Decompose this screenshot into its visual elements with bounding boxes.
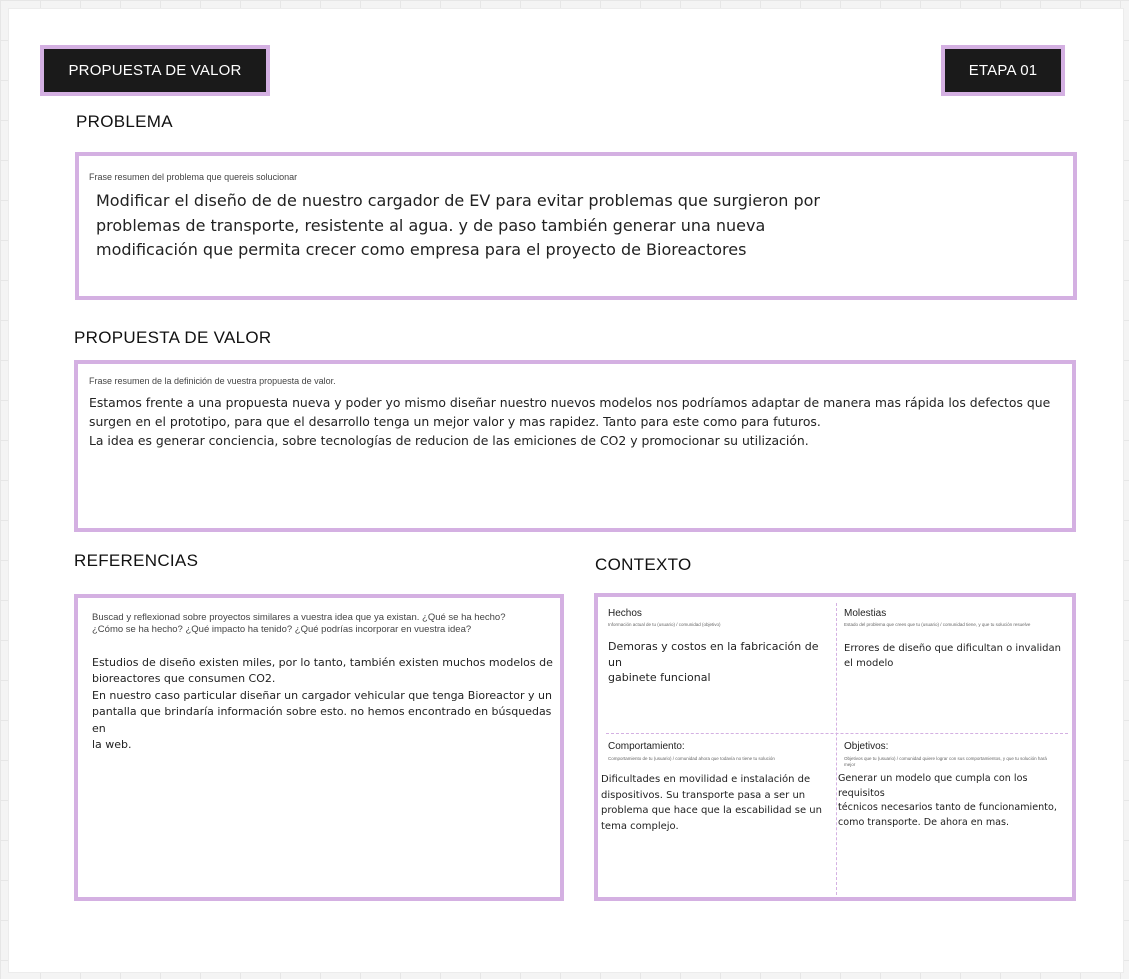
comportamiento-title: Comportamiento: [608, 741, 685, 752]
hechos-title: Hechos [608, 608, 642, 619]
problema-hint: Frase resumen del problema que quereis solucionar [89, 172, 298, 182]
objetivos-hint: Objetivos que tu (usuario) / comunidad quiere lograr con sus comportamientos, y que tu solución hará mejor [844, 756, 1047, 767]
objetivos-title: Objetivos: [844, 741, 889, 752]
molestias-hint: Estado del problema que crees que tu (usuario) / comunidad tiene, y que tu solución resuelve [844, 622, 1031, 627]
molestias-text[interactable]: Errores de diseño que dificultan o invalidan el modelo [844, 643, 1061, 669]
propuesta-heading: PROPUESTA DE VALOR [74, 328, 272, 347]
referencias-heading: REFERENCIAS [74, 551, 199, 570]
propuesta-text[interactable]: Estamos frente a una propuesta nueva y poder yo mismo diseñar nuestro nuevos modelos nos podríamos adaptar de manera mas rápida los defectos que surgen en el prototipo, para que el desarrollo tenga un mejor valor y mas rapidez. Tanto para este como para futuros. La idea es generar conciencia, sobre tecnologías de reducion de las emiciones de CO2 y promocionar su utilización. [89, 395, 1051, 448]
hechos-text[interactable]: Demoras y costos en la fabricación de un gabinete funcional [608, 640, 819, 684]
objetivos-text[interactable]: Generar un modelo que cumpla con los requisitos técnicos necesarios tanto de funcionamiento, como transporte. De ahora en mas. [838, 773, 1057, 828]
title-tag[interactable] [40, 45, 270, 96]
referencias-text[interactable]: Estudios de diseño existen miles, por lo tanto, también existen muchos modelos de bioreactores que consumen CO2. En nuestro caso particular diseñar un cargador vehicular que tenga Bioreactor y un pantalla que brindaría información sobre esto. no hemos encontrado en búsquedas en la web. [92, 656, 553, 752]
referencias-hint: Buscad y reflexionad sobre proyectos similares a vuestra idea que ya existan. ¿Qué se ha hecho? ¿Cómo se ha hecho? ¿Qué impacto ha tenido? ¿Qué podrías incorporar en vuestra idea? [92, 612, 506, 635]
molestias-title: Molestias [844, 608, 887, 619]
contexto-vertical-divider [836, 603, 837, 895]
contexto-heading: CONTEXTO [595, 555, 692, 574]
propuesta-hint: Frase resumen de la definición de vuestra propuesta de valor. [89, 376, 336, 386]
stage-tag[interactable] [941, 45, 1065, 96]
title-tag-label: PROPUESTA DE VALOR [68, 62, 242, 79]
stage-tag-label: ETAPA 01 [968, 62, 1038, 79]
comportamiento-hint: Comportamiento de tu (usuario) / comunidad ahora que todavía no tiene tu solución [608, 756, 775, 761]
contexto-horizontal-divider [606, 733, 1068, 734]
problema-text[interactable]: Modificar el diseño de de nuestro cargador de EV para evitar problemas que surgieron por problemas de transporte, resistente al agua. y de paso también generar una nueva modificación que permita crecer como empresa para el proyecto de Bioreactores [96, 191, 820, 259]
problema-heading: PROBLEMA [76, 112, 173, 131]
hechos-hint: Información actual de tu (usuario) / comunidad (objetivo) [608, 622, 721, 627]
comportamiento-text[interactable]: Dificultades en movilidad e instalación de dispositivos. Su transporte pasa a ser un problema que hace que la escabilidad se un tema complejo. [601, 774, 822, 832]
